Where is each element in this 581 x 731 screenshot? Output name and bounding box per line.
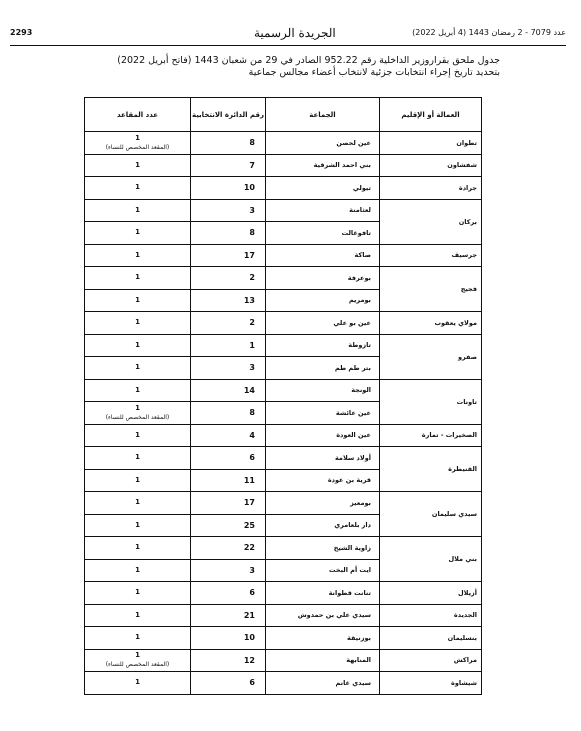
seats-count: 1	[135, 543, 140, 552]
district-cell: 22	[191, 537, 266, 560]
seats-cell	[85, 469, 191, 492]
seats-count: 1	[135, 295, 140, 304]
district-cell: 10	[191, 627, 266, 650]
seats-cell	[85, 649, 191, 672]
district-cell: 3	[191, 559, 266, 582]
seats-cell	[85, 492, 191, 515]
district-cell: 4	[191, 424, 266, 447]
prefecture-cell: شفشاون	[380, 154, 482, 177]
seats-count: 1	[135, 453, 140, 462]
commune-cell: بوعرفة	[266, 267, 380, 290]
masthead: الجريدة الرسمية	[254, 26, 336, 40]
seats-count: 1	[135, 385, 140, 394]
seats-cell	[85, 402, 191, 425]
district-cell: 25	[191, 514, 266, 537]
prefecture-cell: سيدي سليمان	[380, 492, 482, 537]
seats-count: 1	[135, 678, 140, 687]
district-cell: 3	[191, 357, 266, 380]
commune-cell: تازوطة	[266, 334, 380, 357]
women-seat-note: (المقعد المخصص للنساء)	[105, 661, 170, 669]
seats-count: 1	[135, 633, 140, 642]
commune-cell: تنانت قطوانة	[266, 582, 380, 605]
table-row	[85, 334, 482, 357]
commune-cell: عين العودة	[266, 424, 380, 447]
prefecture-cell: تطوان	[380, 132, 482, 155]
table-row	[85, 537, 482, 560]
table-row	[85, 447, 482, 470]
table-row	[85, 604, 482, 627]
seats-cell	[85, 222, 191, 245]
table-row	[85, 244, 482, 267]
commune-cell: بوزنيقة	[266, 627, 380, 650]
table-row	[85, 199, 482, 222]
district-cell: 8	[191, 222, 266, 245]
seats-cell	[85, 604, 191, 627]
seats-count: 1	[135, 273, 140, 282]
district-cell: 7	[191, 154, 266, 177]
seats-count: 1	[135, 651, 140, 660]
prefecture-cell: القنيطرة	[380, 447, 482, 492]
seats-cell	[85, 559, 191, 582]
commune-cell: بني احمد الشرقية	[266, 154, 380, 177]
district-cell: 2	[191, 312, 266, 335]
prefecture-cell: الجديدة	[380, 604, 482, 627]
seats-cell	[85, 379, 191, 402]
header-rule	[10, 45, 566, 46]
prefecture-cell: شيشاوة	[380, 672, 482, 695]
commune-cell: الونجة	[266, 379, 380, 402]
table-row	[85, 627, 482, 650]
title-line-1: جدول ملحق بقراروزير الداخلية رقم 952.22 الصادر في 29 من شعبان 1443 (فاتح أبريل 2022)	[117, 55, 500, 66]
prefecture-cell: فجيج	[380, 267, 482, 312]
commune-cell: تيولي	[266, 177, 380, 200]
seats-cell	[85, 154, 191, 177]
prefecture-cell: جرادة	[380, 177, 482, 200]
district-cell: 3	[191, 199, 266, 222]
table-row	[85, 267, 482, 290]
commune-cell: سيدي غانم	[266, 672, 380, 695]
commune-cell: بومريم	[266, 289, 380, 312]
seats-cell	[85, 267, 191, 290]
commune-cell: عين عائشة	[266, 402, 380, 425]
page-number: 2293	[10, 28, 33, 37]
district-cell: 2	[191, 267, 266, 290]
prefecture-cell: بركان	[380, 199, 482, 244]
district-cell: 6	[191, 582, 266, 605]
seats-count: 1	[135, 588, 140, 597]
prefecture-cell: جرسيف	[380, 244, 482, 267]
prefecture-cell: مولاي يعقوب	[380, 312, 482, 335]
header-seats: عدد المقاعد	[85, 98, 191, 132]
document-title	[60, 55, 500, 79]
seats-cell	[85, 627, 191, 650]
seats-count: 1	[135, 183, 140, 192]
seats-count: 1	[135, 340, 140, 349]
seats-cell	[85, 244, 191, 267]
district-cell: 10	[191, 177, 266, 200]
seats-cell	[85, 177, 191, 200]
prefecture-cell: أزيلال	[380, 582, 482, 605]
commune-cell: عين لحصن	[266, 132, 380, 155]
commune-cell: زاوية الشيخ	[266, 537, 380, 560]
table-row	[85, 132, 482, 155]
seats-count: 1	[135, 160, 140, 169]
district-cell: 12	[191, 649, 266, 672]
seats-cell	[85, 672, 191, 695]
commune-cell: سيدي علي بن حمدوش	[266, 604, 380, 627]
seats-count: 1	[135, 475, 140, 484]
women-seat-note: (المقعد المخصص للنساء)	[105, 143, 170, 151]
commune-cell: بتر طم طم	[266, 357, 380, 380]
seats-count: 1	[135, 318, 140, 327]
seats-cell	[85, 312, 191, 335]
commune-cell: دار بلعامري	[266, 514, 380, 537]
table-row	[85, 312, 482, 335]
seats-cell	[85, 447, 191, 470]
seats-count: 1	[135, 133, 140, 142]
commune-cell: المنابهة	[266, 649, 380, 672]
district-cell: 1	[191, 334, 266, 357]
seats-cell	[85, 132, 191, 155]
prefecture-cell: الصخيرات - تمارة	[380, 424, 482, 447]
seats-count: 1	[135, 520, 140, 529]
seats-cell	[85, 357, 191, 380]
seats-cell	[85, 199, 191, 222]
prefecture-cell: تاونات	[380, 379, 482, 424]
commune-cell: بومعيز	[266, 492, 380, 515]
issue-info: عدد 7079 - 2 رمضان 1443 (4 أبريل 2022)	[412, 28, 566, 37]
seats-count: 1	[135, 430, 140, 439]
district-cell: 13	[191, 289, 266, 312]
table-row	[85, 492, 482, 515]
seats-count: 1	[135, 228, 140, 237]
seats-count: 1	[135, 205, 140, 214]
table-body	[85, 132, 482, 695]
seats-cell	[85, 334, 191, 357]
title-line-2: بتحديد تاريخ إجراء انتخابات جزئية لانتخاب أعضاء مجالس جماعية	[248, 67, 500, 78]
prefecture-cell: بني ملال	[380, 537, 482, 582]
seats-count: 1	[135, 565, 140, 574]
prefecture-cell: بنسليمان	[380, 627, 482, 650]
table-row	[85, 649, 482, 672]
table-row	[85, 672, 482, 695]
table-row	[85, 582, 482, 605]
header-prefecture: العمالة أو الإقليم	[380, 98, 482, 132]
header-district: رقم الدائرة الانتخابية	[191, 98, 266, 132]
district-cell: 8	[191, 132, 266, 155]
seats-count: 1	[135, 250, 140, 259]
district-cell: 8	[191, 402, 266, 425]
page-header	[10, 26, 566, 46]
seats-count: 1	[135, 610, 140, 619]
district-cell: 6	[191, 447, 266, 470]
district-cell: 17	[191, 244, 266, 267]
commune-cell: عين بو علي	[266, 312, 380, 335]
commune-cell: ايت أم البخت	[266, 559, 380, 582]
women-seat-note: (المقعد المخصص للنساء)	[105, 413, 170, 421]
table-row	[85, 177, 482, 200]
commune-cell: صاكة	[266, 244, 380, 267]
seats-count: 1	[135, 498, 140, 507]
seats-count: 1	[135, 363, 140, 372]
commune-cell: أولاد سلامة	[266, 447, 380, 470]
district-cell: 6	[191, 672, 266, 695]
seats-cell	[85, 514, 191, 537]
table-row	[85, 424, 482, 447]
table-header-row	[85, 98, 482, 132]
commune-cell: لعثامنة	[266, 199, 380, 222]
district-cell: 14	[191, 379, 266, 402]
seats-cell	[85, 537, 191, 560]
prefecture-cell: مراكش	[380, 649, 482, 672]
seats-cell	[85, 289, 191, 312]
commune-cell: قرية بن عودة	[266, 469, 380, 492]
seats-cell	[85, 582, 191, 605]
district-cell: 21	[191, 604, 266, 627]
seats-count: 1	[135, 403, 140, 412]
seats-cell	[85, 424, 191, 447]
prefecture-cell: صفرو	[380, 334, 482, 379]
header-commune: الجماعة	[266, 98, 380, 132]
commune-cell: تافوغالت	[266, 222, 380, 245]
district-cell: 11	[191, 469, 266, 492]
district-cell: 17	[191, 492, 266, 515]
table-row	[85, 379, 482, 402]
table-row	[85, 154, 482, 177]
elections-table	[84, 97, 482, 695]
